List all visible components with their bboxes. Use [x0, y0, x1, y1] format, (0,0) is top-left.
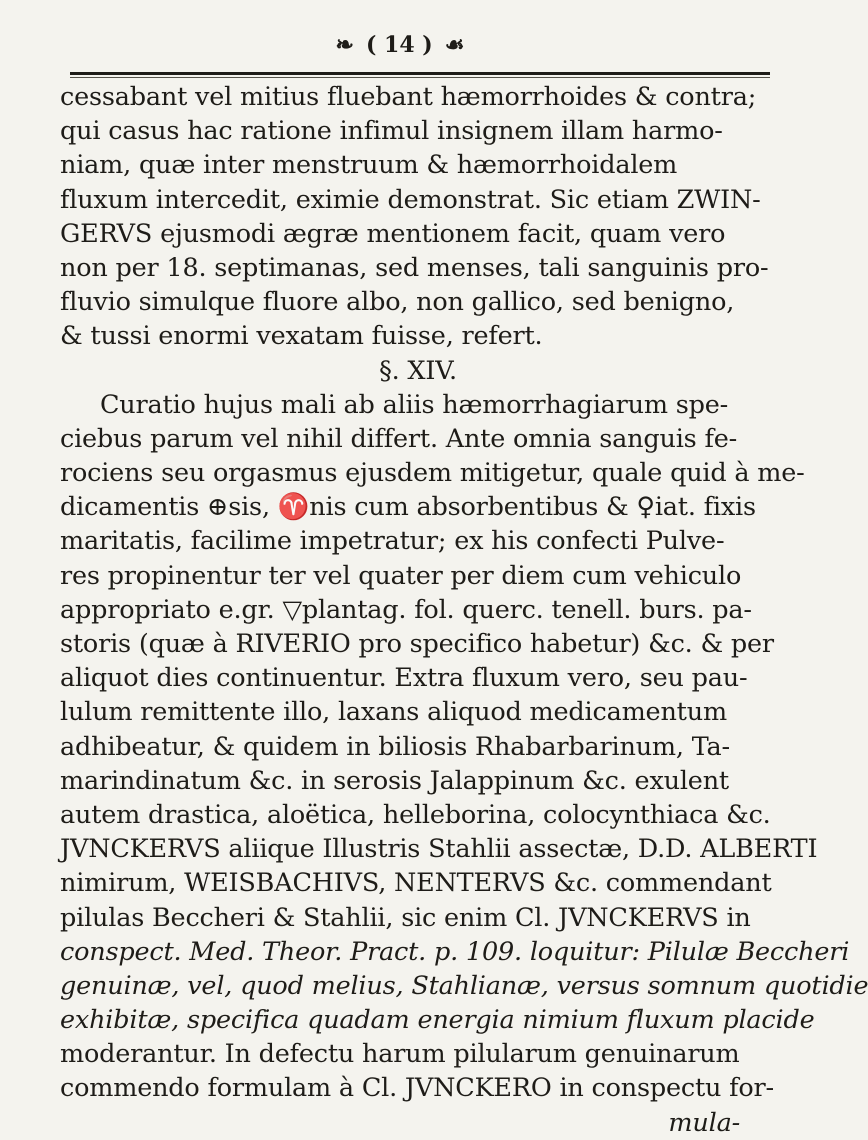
text-line: cessabant vel mitius fluebant hæmorrhoides & contra;	[60, 82, 757, 112]
text-line-italic: conspect. Med. Theor. Pract. p. 109. loquitur: Pilulæ Beccheri	[60, 936, 850, 967]
header-rule	[70, 72, 770, 75]
text-line: autem drastica, aloëtica, helleborina, colocynthiaca &c.	[60, 799, 771, 830]
text-line: marindinatum &c. in serosis Jalappinum &c. exulent	[60, 765, 729, 796]
text-line: niam, quæ inter menstruum & hæmorrhoidalem	[60, 150, 678, 181]
text-line: fluvio simulque fluore albo, non gallico, sed benigno,	[60, 287, 735, 318]
page-number: ( 14 )	[365, 32, 433, 58]
text-line: nimirum, WEISBACHIVS, NENTERVS &c. commendant	[60, 868, 772, 899]
fleuron-left-icon: ❧	[335, 32, 354, 58]
text-line: dicamentis ⊕sis, ♈nis cum absorbentibus & ♀iat. fixis	[60, 492, 756, 523]
page-header	[0, 32, 800, 72]
catchword: mula-	[668, 1107, 740, 1138]
text-line: rociens seu orgasmus ejusdem mitigetur, quale quid à me-	[60, 458, 805, 489]
text-line: aliquot dies continuentur. Extra fluxum vero, seu pau-	[60, 663, 748, 694]
paragraph-first-line: Curatio hujus mali ab aliis hæmorrhagiarum spe-	[100, 389, 729, 420]
text-line: adhibeatur, & quidem in biliosis Rhabarbarinum, Ta-	[60, 731, 730, 762]
section-heading: §. XIV.	[379, 355, 457, 386]
text-line: storis (quæ à RIVERIO pro specifico habetur) &c. & per	[60, 629, 774, 659]
text-line: ciebus parum vel nihil differt. Ante omnia sanguis fe-	[60, 423, 738, 454]
text-line: lulum remittente illo, laxans aliquod medicamentum	[60, 697, 727, 728]
header-rule-fine	[70, 77, 770, 78]
text-line: moderantur. In defectu harum pilularum genuinarum	[60, 1039, 740, 1070]
text-line: appropriato e.gr. ▽plantag. fol. querc. tenell. burs. pa-	[60, 594, 752, 625]
text-line: maritatis, facilime impetratur; ex his confecti Pulve-	[60, 526, 725, 557]
text-line: JVNCKERVS aliique Illustris Stahlii assectæ, D.D. ALBERTI	[60, 834, 818, 865]
text-line: pilulas Beccheri & Stahlii, sic enim Cl. JVNCKERVS in	[60, 902, 751, 933]
text-line: non per 18. septimanas, sed menses, tali sanguinis pro-	[60, 252, 769, 283]
text-line-italic: exhibitæ, specifica quadam energia nimium fluxum placide	[60, 1005, 815, 1036]
text-line: GERVS ejusmodi ægræ mentionem facit, quam vero	[60, 218, 726, 249]
text-line: & tussi enormi vexatam fuisse, refert.	[60, 321, 543, 352]
text-line-italic: genuinæ, vel, quod melius, Stahlianæ, versus somnum quotidie	[60, 970, 868, 1001]
text-line: res propinentur ter vel quater per diem cum vehiculo	[60, 560, 742, 591]
text-line: fluxum intercedit, eximie demonstrat. Sic etiam ZWIN-	[60, 184, 761, 215]
text-line: commendo formulam à Cl. JVNCKERO in conspectu for-	[60, 1073, 774, 1104]
text-line: qui casus hac ratione infimul insignem illam harmo-	[60, 116, 723, 147]
fleuron-right-icon: ☙	[444, 32, 465, 58]
body-text	[60, 80, 868, 1140]
